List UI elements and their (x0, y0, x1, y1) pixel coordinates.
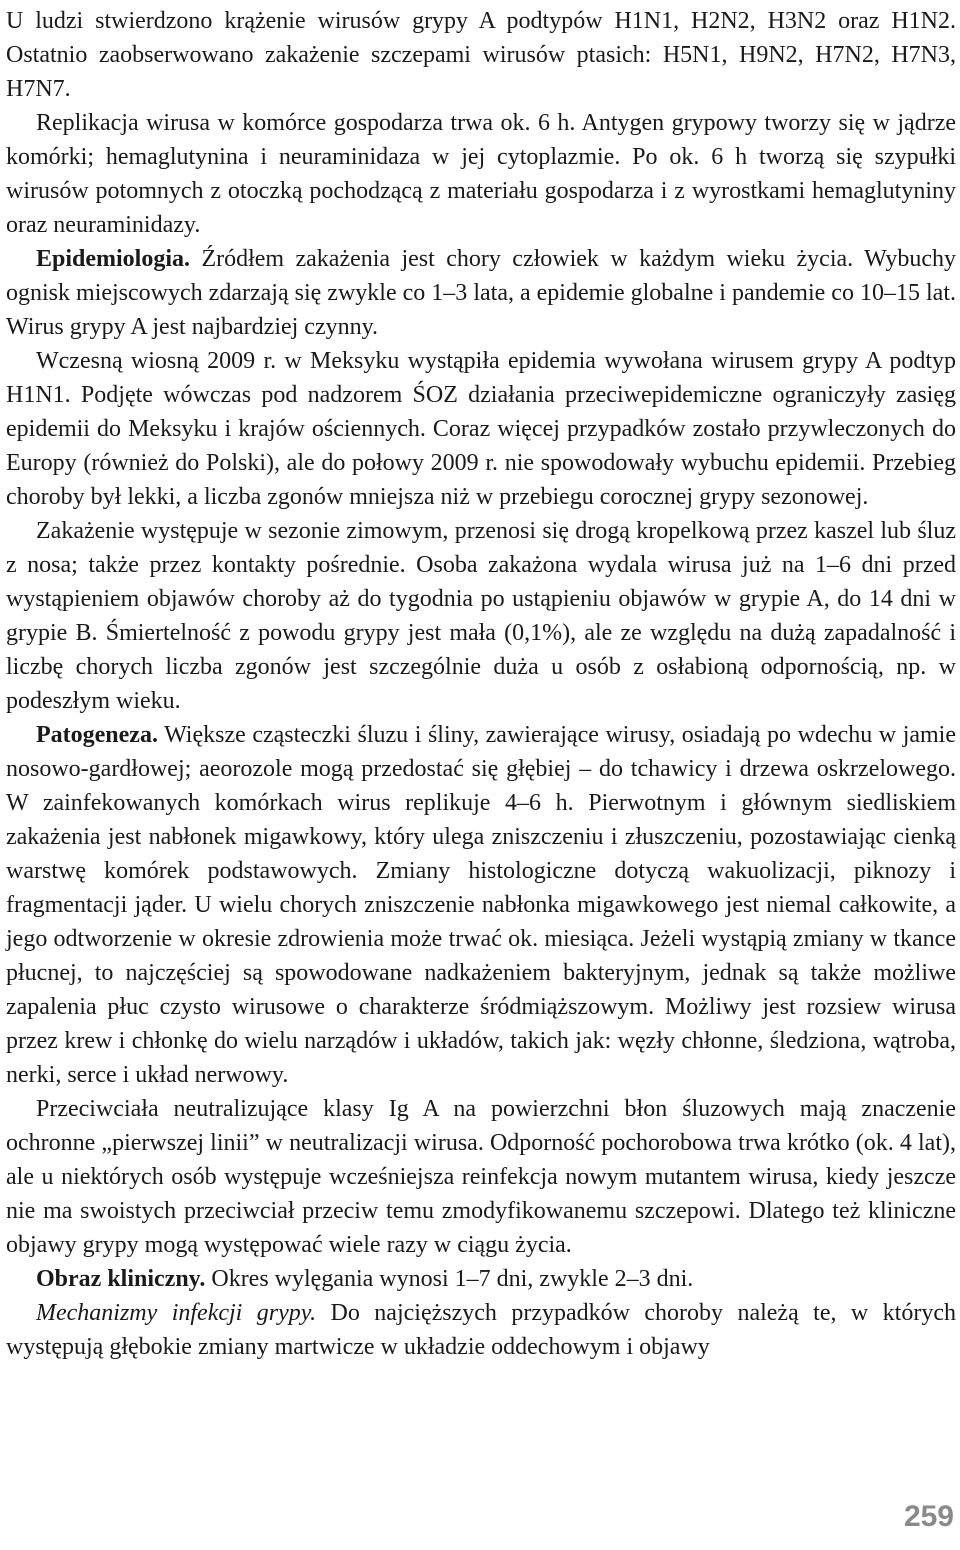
paragraph-text: Wczesną wiosną 2009 r. w Meksyku wystąpiła epidemia wywołana wirusem grypy A podtyp H1N1. Podjęte wówczas pod nadzorem ŚOZ działania przeciwepidemiczne ograniczyły zasięg epidemii do Meksyku i krajów ościennych. Coraz więcej przypadków zostało przywleczonych do Europy (również do Polski), ale do połowy 2009 r. nie spowodowały wybuchu epidemii. Przebieg choroby był lekki, a liczba zgonów mniejsza niż w przebiegu corocznej grypy sezonowej. (6, 348, 956, 510)
paragraph-pathogenesis (6, 718, 956, 1092)
paragraph-text: Przeciwciała neutralizujące klasy Ig A na powierzchni błon śluzowych mają znaczenie ochronne „pierwszej linii” w neutralizacji wirusa. Odporność pochorobowa trwa krótko (ok. 4 lat), ale u niektórych osób występuje wcześniejsza reinfekcja nowym mutantem wirusa, kiedy jeszcze nie ma swoistych przeciwciał przeciw temu zmodyfikowanemu szczepowi. Dlatego też kliniczne objawy grypy mogą występować wiele razy w ciągu życia. (6, 1096, 956, 1258)
section-heading-clinical-picture: Obraz kliniczny. (36, 1266, 206, 1292)
paragraph-text: Zakażenie występuje w sezonie zimowym, przenosi się drogą kropelkową przez kaszel lub śluz z nosa; także przez kontakty pośrednie. Osoba zakażona wydala wirusa już na 1–6 dni przed wystąpieniem objawów choroby aż do tygodnia po ustąpieniu objawów w grypie A, do 14 dni w grypie B. Śmiertelność z powodu grypy jest mała (0,1%), ale ze względu na dużą zapadalność i liczbę chorych liczba zgonów jest szczególnie duża u osób z osłabioną odpornością, np. w podeszłym wieku. (6, 518, 956, 714)
paragraph-text: Okres wylęgania wynosi 1–7 dni, zwykle 2–3 dni. (205, 1266, 694, 1292)
section-heading-pathogenesis: Patogeneza. (36, 722, 158, 748)
paragraph-clinical-picture (6, 1262, 956, 1296)
paragraph-epidemiology (6, 242, 956, 344)
paragraph-text: Replikacja wirusa w komórce gospodarza trwa ok. 6 h. Antygen grypowy tworzy się w jądrze komórki; hemaglutynina i neuraminidaza w jej cytoplazmie. Po ok. 6 h tworzą się szypułki wirusów potomnych z otoczką pochodzącą z materiału gospodarza i z wyrostkami hemaglutyniny oraz neuraminidazy. (6, 110, 956, 238)
paragraph-text: Do najcięższych przypadków choroby należą te, w których występują głębokie zmiany martwicze w układzie oddechowym i objawy (6, 1300, 956, 1360)
paragraph-antibodies (6, 1092, 956, 1262)
paragraph-text: U ludzi stwierdzono krążenie wirusów grypy A podtypów H1N1, H2N2, H3N2 oraz H1N2. Ostatnio zaobserwowano zakażenie szczepami wirusów ptasich: H5N1, H9N2, H7N2, H7N3, H7N7. (6, 8, 956, 102)
paragraph-infection-mechanisms (6, 1296, 956, 1364)
paragraph-transmission (6, 514, 956, 718)
section-heading-epidemiology: Epidemiologia. (36, 246, 191, 272)
document-page (6, 4, 956, 1364)
subsection-heading-infection-mechanisms: Mechanizmy infekcji grypy. (36, 1300, 317, 1326)
page-number: 259 (903, 1500, 954, 1533)
paragraph-text: Źródłem zakażenia jest chory człowiek w każdym wieku życia. Wybuchy ognisk miejscowych zdarzają się zwykle co 1–3 lata, a epidemie globalne i pandemie co 10–15 lat. Wirus grypy A jest najbardziej czynny. (6, 246, 956, 340)
paragraph-influenza-subtypes (6, 4, 956, 106)
paragraph-mexico-2009 (6, 344, 956, 514)
paragraph-text: Większe cząsteczki śluzu i śliny, zawierające wirusy, osiadają po wdechu w jamie nosowo-gardłowej; aeorozole mogą przedostać się głębiej – do tchawicy i drzewa oskrzelowego. W zainfekowanych komórkach wirus replikuje 4–6 h. Pierwotnym i głównym siedliskiem zakażenia jest nabłonek migawkowy, który ulega zniszczeniu i złuszczeniu, pozostawiając cienką warstwę komórek podstawowych. Zmiany histologiczne dotyczą wakuolizacji, piknozy i fragmentacji jąder. U wielu chorych zniszczenie nabłonka migawkowego jest niemal całkowite, a jego odtworzenie w okresie zdrowienia może trwać ok. miesiąca. Jeżeli wystąpią zmiany w tkance płucnej, to najczęściej są spowodowane nadkażeniem bakteryjnym, jednak są także możliwe zapalenia płuc czysto wirusowe o charakterze śródmiąższowym. Możliwy jest rozsiew wirusa przez krew i chłonkę do wielu narządów i układów, takich jak: węzły chłonne, śledziona, wątroba, nerki, serce i układ nerwowy. (6, 722, 956, 1088)
paragraph-replication (6, 106, 956, 242)
